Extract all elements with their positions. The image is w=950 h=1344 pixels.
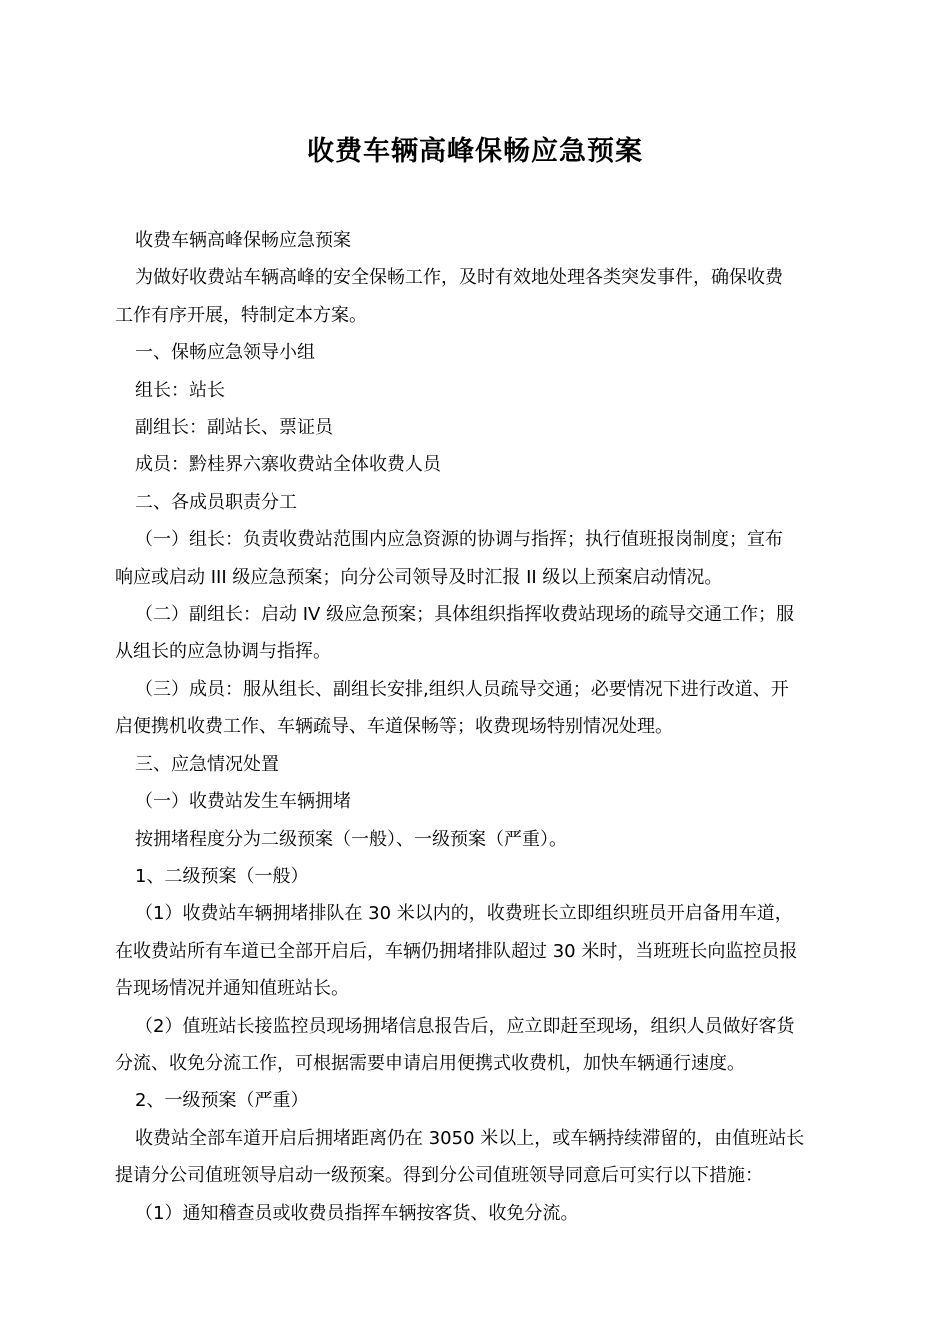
paragraph-line: （二）副组长：启动 IV 级应急预案；具体组织指挥收费站现场的疏导交通工作；服 — [135, 604, 795, 626]
paragraph-line: 从组长的应急协调与指挥。 — [115, 641, 331, 663]
paragraph-line: 为做好收费站车辆高峰的安全保畅工作，及时有效地处理各类突发事件，确保收费 — [135, 267, 783, 289]
paragraph-line: 提请分公司值班领导启动一级预案。得到分公司值班领导同意后可实行以下措施： — [115, 1165, 763, 1187]
paragraph-line: 一、保畅应急领导小组 — [135, 342, 315, 364]
paragraph-line: 响应或启动 III 级应急预案；向分公司领导及时汇报 II 级以上预案启动情况。 — [115, 566, 723, 588]
paragraph-line: （1）收费站车辆拥堵排队在 30 米以内的，收费班长立即组织班员开启备用车道， — [135, 903, 793, 925]
paragraph-line: 启便携机收费工作、车辆疏导、车道保畅等；收费现场特别情况处理。 — [115, 716, 673, 738]
paragraph-line: 二、各成员职责分工 — [135, 491, 297, 513]
paragraph-line: 按拥堵程度分为二级预案（一般）、一级预案（严重）。 — [135, 828, 567, 850]
paragraph-line: 分流、收免分流工作，可根据需要申请启用便携式收费机，加快车辆通行速度。 — [115, 1052, 745, 1074]
paragraph-line: 副组长：副站长、票证员 — [135, 417, 333, 439]
paragraph-line: 2、一级预案（严重） — [135, 1090, 309, 1112]
paragraph-line: 收费车辆高峰保畅应急预案 — [135, 230, 351, 251]
document-body — [115, 222, 835, 1232]
document-title: 收费车辆高峰保畅应急预案 — [307, 136, 643, 167]
paragraph-line: 组长：站长 — [135, 379, 225, 401]
paragraph-line: 告现场情况并通知值班站长。 — [115, 978, 349, 1000]
paragraph-line: 工作有序开展，特制定本方案。 — [115, 304, 367, 326]
paragraph-line: 三、应急情况处置 — [135, 753, 279, 775]
paragraph-line: 在收费站所有车道已全部开启后，车辆仍拥堵排队超过 30 米时，当班班长向监控员报 — [115, 940, 798, 962]
paragraph-line: 收费站全部车道开启后拥堵距离仍在 3050 米以上，或车辆持续滞留的，由值班站长 — [135, 1127, 805, 1149]
paragraph-line: 成员：黔桂界六寨收费站全体收费人员 — [135, 454, 441, 476]
paragraph-line: 1、二级预案（一般） — [135, 865, 309, 887]
paragraph-line: （一）组长：负责收费站范围内应急资源的协调与指挥；执行值班报岗制度；宣布 — [135, 529, 783, 551]
paragraph-line: （一）收费站发生车辆拥堵 — [135, 791, 351, 813]
paragraph-line: （1）通知稽查员或收费员指挥车辆按客货、收免分流。 — [135, 1202, 579, 1224]
paragraph-line: （三）成员：服从组长、副组长安排,组织人员疏导交通；必要情况下进行改道、开 — [135, 678, 789, 700]
paragraph-line: （2）值班站长接监控员现场拥堵信息报告后，应立即赶至现场，组织人员做好客货 — [135, 1015, 795, 1037]
